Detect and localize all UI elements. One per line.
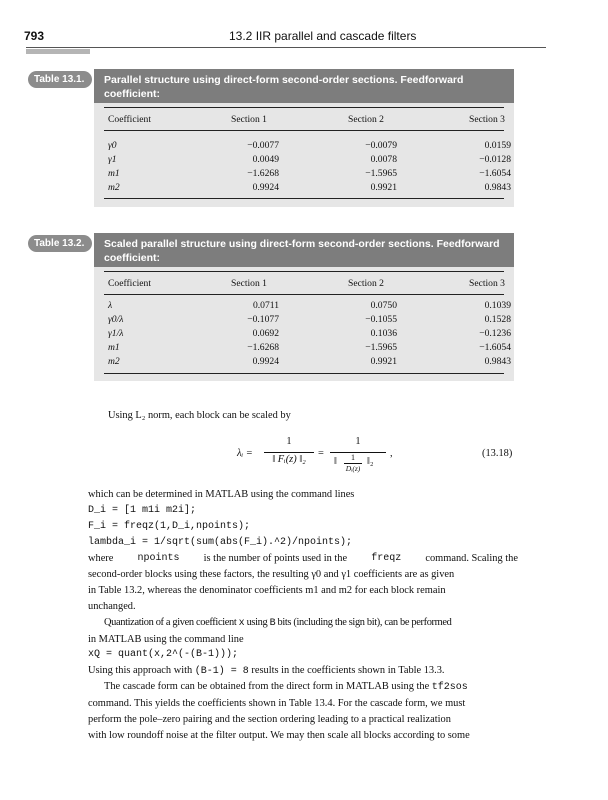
table-cell: 0.1039 [484, 300, 511, 311]
table-cell: −0.1077 [247, 314, 279, 325]
table-cell: 0.9843 [484, 182, 511, 193]
table-cell: −1.6268 [247, 342, 279, 353]
table-cell: −0.1236 [479, 328, 511, 339]
table-header: Section 3 [469, 278, 505, 289]
page-number: 793 [24, 29, 45, 43]
table-cell: m1 [108, 342, 120, 353]
table-cell: 0.9924 [252, 356, 279, 367]
table-cell: γ0/λ [108, 314, 124, 325]
table-header: Section 2 [348, 278, 384, 289]
table-cell: −0.0079 [365, 140, 397, 151]
table-cell: 0.9921 [370, 356, 397, 367]
table-cell: 0.0711 [252, 300, 279, 311]
table-13-2-caption: Scaled parallel structure using direct-form second-order sections. Feedforward coefficient: [94, 233, 514, 267]
table-cell: −1.5965 [365, 342, 397, 353]
table-cell: 0.9924 [252, 182, 279, 193]
table-cell: 0.1036 [370, 328, 397, 339]
paragraph: Using this approach with (B-1) = 8 results in the coefficients shown in Table 13.3. [88, 665, 445, 677]
header-rule [26, 47, 546, 48]
table-header: Section 3 [469, 114, 505, 125]
table-cell: 0.9843 [484, 356, 511, 367]
code-line: F_i = freqz(1,D_i,npoints); [88, 521, 251, 532]
table-13-2-label: Table 13.2. [28, 235, 92, 252]
table-cell: m2 [108, 182, 120, 193]
paragraph: which can be determined in MATLAB using the command lines [88, 489, 355, 500]
table-13-2 [94, 267, 514, 381]
table-cell: −0.0128 [479, 154, 511, 165]
paragraph: Quantization of a given coefficient x using B bits (including the sign bit), can be performed in MATLAB using the command line [88, 617, 452, 645]
table-cell: 0.0750 [370, 300, 397, 311]
intro-text: Using L₂ norm, each block can be scaled by [108, 410, 291, 421]
table-cell: −1.6054 [479, 342, 511, 353]
table-cell: 0.0159 [484, 140, 511, 151]
table-13-1 [94, 103, 514, 207]
code-line: D_i = [1 m1i m2i]; [88, 505, 197, 516]
equation-13-18: λᵢ = 1 ‖ Fᵢ(z) ‖₂ = 1 ‖ 1 Dᵢ(z) ‖₂ , (13.18) [237, 436, 513, 473]
table-cell: 0.0049 [252, 154, 279, 165]
table-cell: −1.6268 [247, 168, 279, 179]
table-cell: −0.0077 [247, 140, 279, 151]
table-header: Section 2 [348, 114, 384, 125]
table-cell: m2 [108, 356, 120, 367]
table-header: Section 1 [231, 278, 267, 289]
table-cell: −1.6054 [479, 168, 511, 179]
paragraph: where npoints is the number of points used in the freqz command. Scaling the second-order blocks using these factors, the resulting γ0 and γ1 coefficients are as given in Table 13.2, whereas the denominator coefficients m1 and m2 for each block remain unchanged. [88, 553, 518, 612]
table-cell: λ [108, 300, 113, 311]
table-cell: γ1/λ [108, 328, 124, 339]
table-cell: γ0 [108, 140, 117, 151]
table-cell: 0.9921 [370, 182, 397, 193]
header-bar [26, 49, 90, 54]
table-cell: −0.1055 [365, 314, 397, 325]
table-cell: 0.0078 [370, 154, 397, 165]
paragraph: The cascade form can be obtained from the direct form in MATLAB using the tf2sos command. This yields the coefficients shown in Table 13.4. For the cascade form, we must perform the pole–zero pairing and the section ordering leading to a practical realization with low roundoff noise at the filter output. We may then scale all blocks according to some [88, 681, 470, 741]
code-line: lambda_i = 1/sqrt(sum(abs(F_i).^2)/npoints); [88, 537, 353, 548]
code-line: xQ = quant(x,2^(-(B-1))); [88, 649, 239, 660]
table-cell: −1.5965 [365, 168, 397, 179]
running-header: 13.2 IIR parallel and cascade filters [229, 29, 417, 43]
table-header: Coefficient [108, 278, 151, 289]
table-cell: 0.1528 [484, 314, 511, 325]
table-header: Coefficient [108, 114, 151, 125]
table-13-1-caption: Parallel structure using direct-form second-order sections. Feedforward coefficient: [94, 69, 514, 103]
table-cell: γ1 [108, 154, 117, 165]
table-cell: 0.0692 [252, 328, 279, 339]
table-13-1-label: Table 13.1. [28, 71, 92, 88]
table-header: Section 1 [231, 114, 267, 125]
table-cell: m1 [108, 168, 120, 179]
